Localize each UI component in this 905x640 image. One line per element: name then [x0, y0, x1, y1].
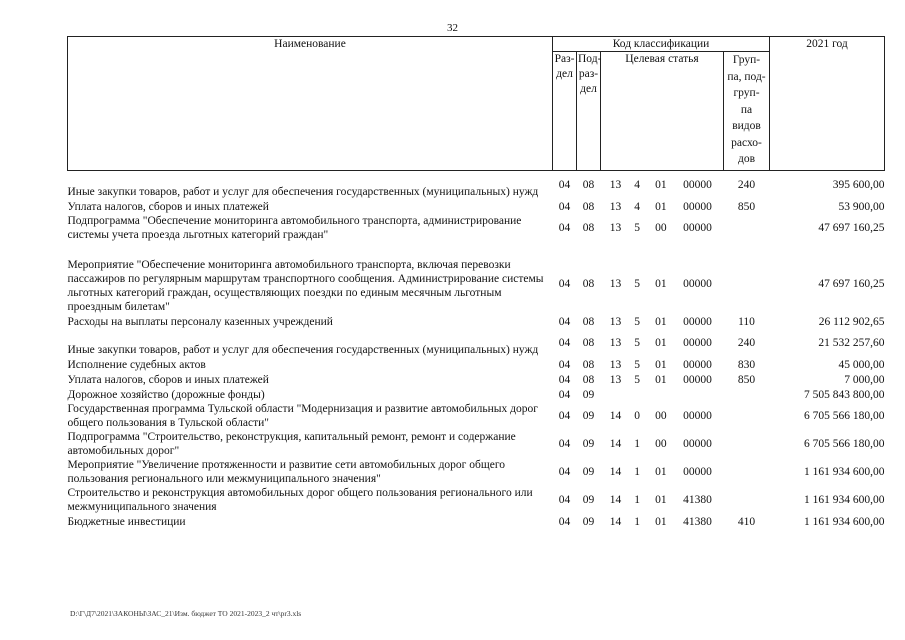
row-amount: 7 505 843 800,00	[804, 388, 885, 401]
header-celevaya: Целевая статья	[601, 52, 724, 171]
header-year: 2021 год	[770, 37, 885, 171]
row-cel-direction: 00000	[683, 373, 712, 386]
row-amount: 47 697 160,25	[818, 222, 885, 234]
file-path-footer: D:\Г\Д7\2021\ЗАКОНЫ\ЗАС_21\Изм. бюджет ТО 2021-2023_2 чт\pr3.xls	[70, 609, 302, 618]
row-amount: 1 161 934 600,00	[804, 494, 885, 506]
row-name: Иные закупки товаров, работ и услуг для обеспечения государственных (муниципальных) нужд	[67, 344, 539, 356]
row-cel-subprogram: 5	[634, 373, 641, 386]
row-name: Бюджетные инвестиции	[67, 516, 186, 528]
row-celevaya	[601, 171, 724, 200]
row-cel-event: 01	[655, 466, 667, 478]
row-cel-subprogram: 5	[634, 315, 641, 328]
row-cel-event: 01	[655, 337, 667, 349]
table-body	[68, 171, 885, 530]
table-row	[68, 372, 885, 387]
table-row	[68, 430, 885, 458]
row-name: Иные закупки товаров, работ и услуг для обеспечения государственных (муниципальных) нужд	[67, 186, 539, 198]
row-name: Мероприятие "Увеличение протяженности и развитие сети автомобильных дорог общего пользования регионального или межмуниципального значения"	[67, 459, 506, 485]
row-cel-direction: 00000	[683, 337, 712, 349]
row-amount: 6 705 566 180,00	[804, 438, 885, 450]
row-amount: 1 161 934 600,00	[804, 466, 885, 478]
budget-table	[67, 36, 885, 529]
row-celevaya	[601, 430, 724, 458]
row-cel-subprogram: 5	[634, 358, 641, 371]
row-razdel: 04	[558, 315, 571, 328]
row-cel-program: 14	[609, 438, 622, 450]
row-celevaya	[601, 402, 724, 430]
row-razdel: 04	[558, 410, 571, 422]
header-razdel: Раз- дел	[553, 52, 577, 171]
row-cel-event: 01	[655, 179, 667, 191]
row-amount: 21 532 257,60	[818, 337, 885, 349]
row-celevaya	[601, 314, 724, 329]
row-cel-subprogram: 1	[634, 438, 641, 450]
row-gruppa	[724, 254, 770, 314]
table-row	[68, 387, 885, 402]
row-gruppa: 410	[737, 515, 756, 528]
row-name: Уплата налогов, сборов и иных платежей	[67, 201, 269, 213]
row-cel-direction: 00000	[683, 200, 712, 213]
row-podrazdel: 08	[582, 179, 595, 191]
row-celevaya	[601, 254, 724, 314]
row-cel-subprogram: 0	[634, 410, 641, 422]
row-cel-direction: 00000	[683, 410, 712, 422]
table-row	[68, 402, 885, 430]
row-razdel: 04	[558, 337, 571, 349]
row-celevaya	[601, 214, 724, 242]
row-cel-subprogram: 1	[634, 466, 641, 478]
row-cel-subprogram: 4	[634, 179, 641, 191]
row-cel-event: 00	[655, 438, 667, 450]
row-cel-direction: 00000	[683, 358, 712, 371]
row-celevaya	[601, 514, 724, 529]
row-cel-program: 14	[609, 466, 622, 478]
row-gruppa: 240	[737, 179, 756, 191]
row-amount: 45 000,00	[838, 358, 885, 371]
row-cel-program: 13	[609, 358, 622, 371]
row-cel-program: 13	[609, 373, 622, 386]
row-cel-subprogram: 5	[634, 337, 641, 349]
row-cel-direction: 41380	[683, 494, 712, 506]
row-podrazdel: 08	[582, 222, 595, 234]
row-name: Мероприятие "Обеспечение мониторинга автомобильного транспорта, включая перевозки пассажиров по регулярным маршрутам транспортного сообщения. Администрирование системы льготных категорий граждан, осуществляющих поездки по единым месячным льготным проездным билетам"	[67, 259, 544, 313]
row-cel-direction: 00000	[683, 438, 712, 450]
row-razdel: 04	[558, 222, 571, 234]
row-name: Государственная программа Тульской области "Модернизация и развитие автомобильных дорог общего пользования в Тульской области"	[67, 403, 538, 429]
table-row	[68, 254, 885, 314]
row-gruppa	[724, 402, 770, 430]
row-razdel: 04	[558, 438, 571, 450]
table-row	[68, 514, 885, 529]
row-name: Строительство и реконструкция автомобильных дорог общего пользования регионального или межмуниципального значения	[67, 487, 533, 513]
row-gruppa	[724, 214, 770, 242]
row-razdel: 04	[558, 278, 571, 290]
row-cel-direction: 41380	[683, 515, 712, 528]
row-razdel: 04	[558, 466, 571, 478]
row-celevaya	[601, 387, 724, 402]
row-gruppa: 240	[737, 337, 756, 349]
row-podrazdel: 09	[582, 494, 595, 506]
row-celevaya	[601, 458, 724, 486]
row-podrazdel: 09	[582, 438, 595, 450]
row-amount: 53 900,00	[838, 200, 885, 213]
row-celevaya	[601, 486, 724, 514]
row-celevaya	[601, 199, 724, 214]
row-cel-event: 01	[655, 515, 667, 528]
row-amount: 395 600,00	[832, 179, 885, 191]
row-cel-direction: 00000	[683, 278, 712, 290]
row-cel-program: 13	[609, 222, 622, 234]
row-cel-program: 14	[609, 515, 622, 528]
row-name: Расходы на выплаты персоналу казенных учреждений	[67, 316, 333, 328]
row-podrazdel: 08	[582, 278, 595, 290]
row-celevaya	[601, 372, 724, 387]
row-cel-direction: 00000	[683, 179, 712, 191]
row-gruppa	[724, 387, 770, 402]
page-number: 32	[447, 22, 458, 34]
row-name: Подпрограмма "Обеспечение мониторинга автомобильного транспорта, администрирование системы учета проезда льготных категорий граждан"	[67, 215, 522, 241]
row-cel-program: 14	[609, 410, 622, 422]
row-amount: 6 705 566 180,00	[804, 410, 885, 422]
row-cel-direction: 00000	[683, 466, 712, 478]
table-row	[68, 357, 885, 372]
row-cel-program: 13	[609, 278, 622, 290]
row-cel-event: 01	[655, 200, 667, 213]
row-cel-subprogram: 4	[634, 200, 641, 213]
row-podrazdel: 08	[582, 200, 595, 213]
row-celevaya	[601, 329, 724, 357]
row-name: Подпрограмма "Строительство, реконструкция, капитальный ремонт, ремонт и содержание автомобильных дорог"	[67, 431, 516, 457]
table-row	[68, 214, 885, 242]
row-name: Уплата налогов, сборов и иных платежей	[67, 374, 269, 386]
row-cel-event: 01	[655, 315, 667, 328]
row-cel-event: 01	[655, 358, 667, 371]
header-code: Код классификации	[553, 37, 770, 52]
row-gruppa	[724, 486, 770, 514]
row-podrazdel: 09	[582, 388, 595, 401]
row-gruppa	[724, 430, 770, 458]
row-cel-program: 13	[609, 200, 622, 213]
row-gruppa	[724, 458, 770, 486]
row-cel-program: 13	[609, 315, 622, 328]
row-podrazdel: 09	[582, 466, 595, 478]
row-razdel: 04	[558, 200, 571, 213]
row-gruppa: 830	[737, 358, 756, 371]
header-podrazdel: Под- раз- дел	[577, 52, 601, 171]
row-amount: 7 000,00	[844, 373, 885, 386]
row-razdel: 04	[558, 373, 571, 386]
row-cel-program: 13	[609, 337, 622, 349]
row-name: Исполнение судебных актов	[67, 359, 206, 371]
row-podrazdel: 08	[582, 315, 595, 328]
row-cel-event: 01	[655, 494, 667, 506]
table-row	[68, 199, 885, 214]
table-row	[68, 171, 885, 200]
row-podrazdel: 09	[582, 410, 595, 422]
table-row	[68, 486, 885, 514]
row-cel-program: 14	[609, 494, 622, 506]
row-cel-event: 00	[655, 222, 667, 234]
table-row	[68, 314, 885, 329]
row-gruppa: 110	[738, 315, 755, 328]
row-cel-subprogram: 5	[634, 278, 641, 290]
row-name: Дорожное хозяйство (дорожные фонды)	[67, 389, 265, 401]
row-cel-subprogram: 1	[634, 515, 641, 528]
row-cel-program: 13	[609, 179, 622, 191]
row-gruppa: 850	[737, 200, 756, 213]
table-row	[68, 458, 885, 486]
row-podrazdel: 08	[582, 358, 595, 371]
row-gruppa: 850	[737, 373, 756, 386]
row-podrazdel: 09	[582, 515, 595, 528]
row-cel-direction: 00000	[683, 222, 712, 234]
row-cel-event: 01	[655, 278, 667, 290]
row-cel-subprogram: 1	[634, 494, 641, 506]
table-header	[68, 37, 885, 171]
row-cel-event: 00	[655, 410, 667, 422]
row-podrazdel: 08	[582, 373, 595, 386]
row-razdel: 04	[558, 358, 571, 371]
row-amount: 1 161 934 600,00	[804, 515, 885, 528]
row-celevaya	[601, 357, 724, 372]
row-amount: 26 112 902,65	[818, 315, 885, 328]
header-name: Наименование	[68, 37, 553, 171]
row-podrazdel: 08	[582, 337, 595, 349]
row-cel-subprogram: 5	[634, 222, 641, 234]
row-cel-event: 01	[655, 373, 667, 386]
row-razdel: 04	[558, 388, 571, 401]
row-cel-direction: 00000	[683, 315, 712, 328]
table-row	[68, 329, 885, 357]
row-razdel: 04	[558, 179, 571, 191]
row-amount: 47 697 160,25	[818, 278, 885, 290]
row-razdel: 04	[558, 494, 571, 506]
header-gruppa: Груп- па, под- груп- па видов расхо- дов	[724, 52, 770, 171]
row-razdel: 04	[558, 515, 571, 528]
